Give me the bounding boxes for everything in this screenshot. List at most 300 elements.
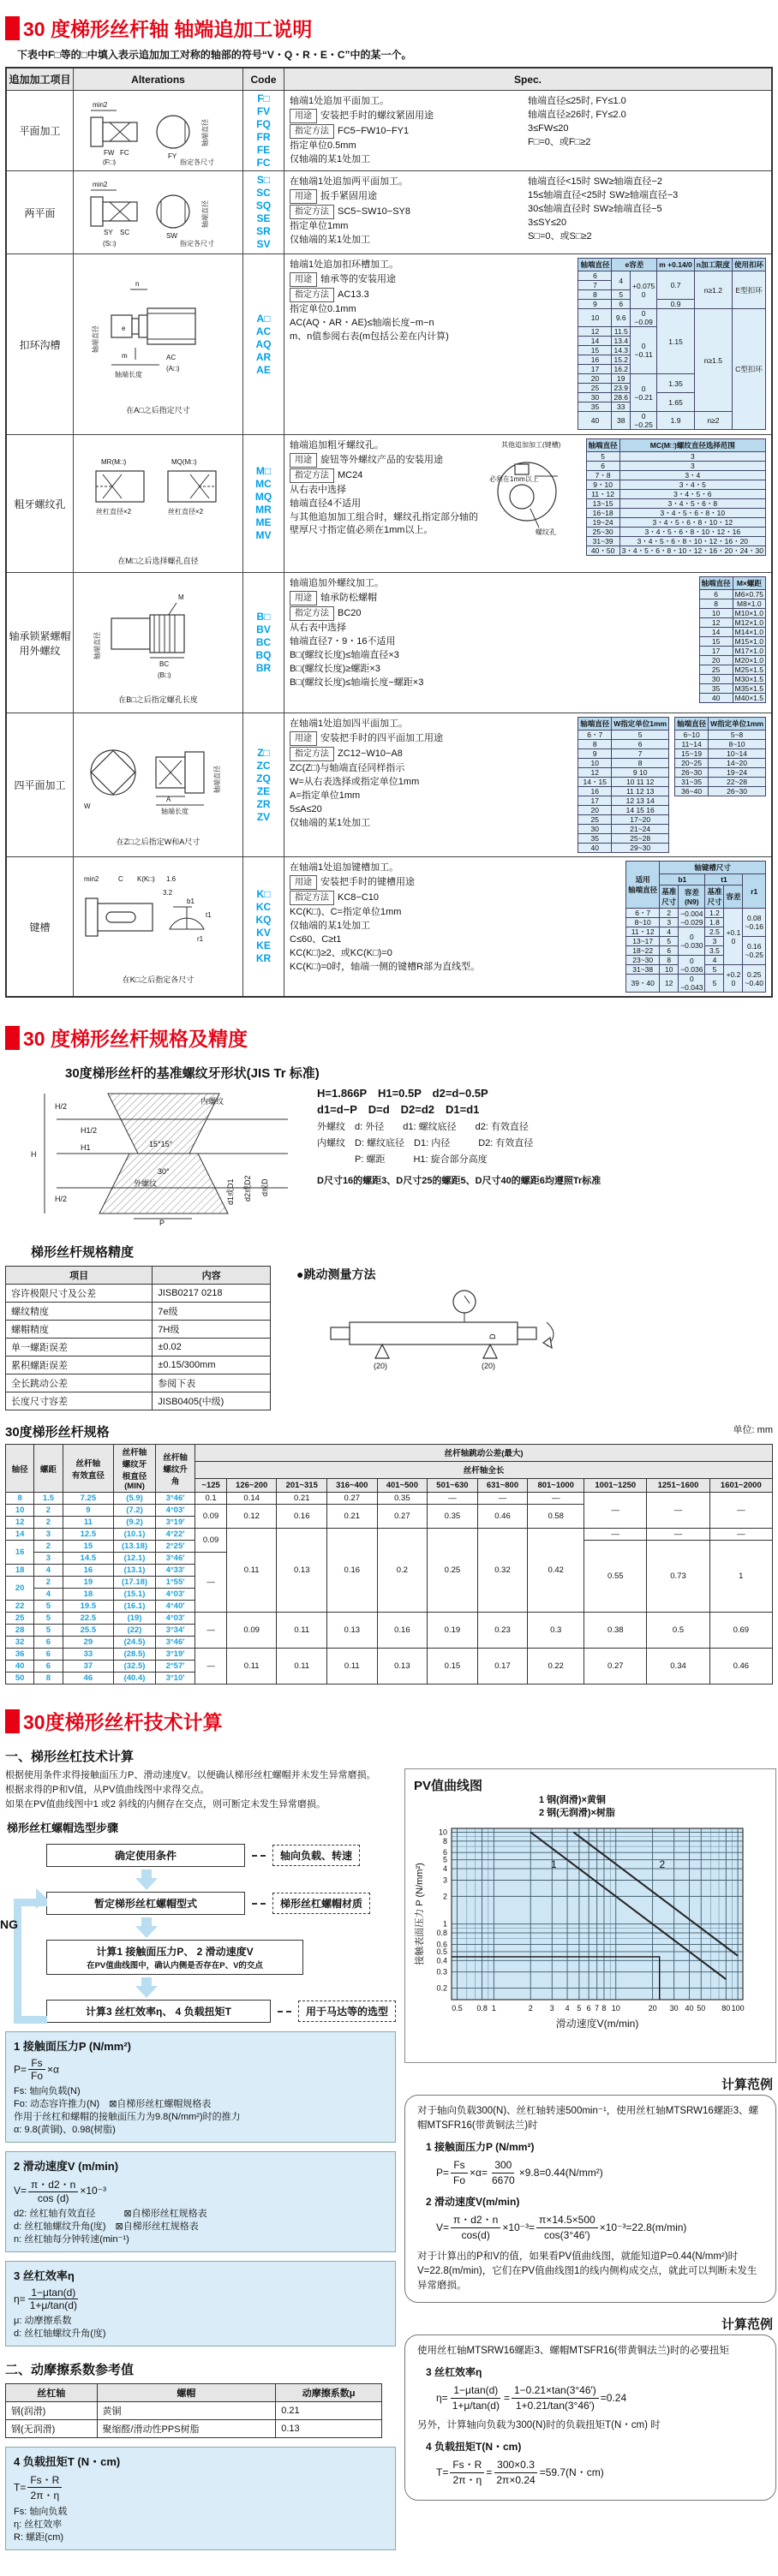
- table-cell: 0.11: [277, 1613, 327, 1649]
- table-cell: 33: [63, 1649, 114, 1661]
- svg-text:P: P: [159, 1219, 165, 1227]
- table-cell: 2: [34, 1541, 63, 1553]
- table-cell: 15: [578, 346, 612, 355]
- table-row: [578, 778, 669, 787]
- spec-line: 指定方法 KC8−C10: [290, 891, 620, 905]
- list-item: AE: [256, 363, 271, 376]
- table-cell: 0.13: [277, 1529, 327, 1613]
- fraction: $\frac{1-\mu\tan(d)}{1+\mu/\tan(d)}$: [29, 2287, 77, 2311]
- list-item: 如果在PV值曲线图中1 或2 斜线的内侧存在交点，则可断定未发生异常磨损。: [5, 1799, 326, 1810]
- table-row: [6, 1493, 773, 1505]
- table-cell: —: [528, 1493, 584, 1505]
- table-cell: —: [709, 1529, 772, 1541]
- col-header-alterations: Alterations: [74, 69, 243, 90]
- row-flat-machining: [7, 91, 771, 171]
- svg-text:3.2: 3.2: [162, 888, 172, 897]
- table-row: [578, 749, 669, 759]
- example2-f4-title: 4 负载扭矩T(N・cm): [426, 2441, 522, 2453]
- table-cell: 0.09: [226, 1613, 277, 1649]
- svg-text:t1: t1: [205, 910, 212, 919]
- list-item: BQ: [255, 649, 272, 661]
- table-cell: 14: [578, 337, 612, 346]
- table-cell: 丝杆轴 螺纹牙 根直径 (MIN): [114, 1445, 156, 1493]
- table-row: [578, 834, 669, 844]
- table-row: [6, 1529, 773, 1541]
- ring-groove-diagram: [74, 254, 243, 434]
- table-cell: JISB0405(中级): [153, 1392, 271, 1410]
- thread-shape-label: 30度梯形丝杆的基准螺纹牙形状(JIS Tr 标准): [65, 1066, 320, 1081]
- table-row: [699, 609, 765, 618]
- table-cell: 0.34: [647, 1649, 709, 1685]
- table-cell: 11: [63, 1517, 114, 1529]
- table-row: [699, 590, 765, 599]
- two-flats-diagram-svg: [77, 176, 240, 248]
- svg-text:丝杠直径×2: 丝杠直径×2: [167, 507, 203, 516]
- formula-box-3-title: 3 丝杠效率η: [14, 2269, 75, 2282]
- table-cell: 0.27: [584, 1649, 647, 1685]
- table-cell: 801~1000: [528, 1478, 584, 1492]
- table-cell: 35: [578, 402, 612, 412]
- table-cell: 动摩擦系数μ: [276, 2384, 382, 2402]
- example1-intro: 对于轴向负载300(N)、丝杠轴转速500min⁻¹，使用丝杠轴MTSRW16螺距3、螺帽MTSFR16(带黄铜法兰)时: [417, 2106, 759, 2131]
- svg-text:min2: min2: [92, 100, 107, 109]
- table-cell: 0.11: [226, 1649, 277, 1685]
- example2-mid: 另外，计算轴向负载为300(N)时的负载扭矩T(N・cm) 时: [417, 2420, 661, 2430]
- table-cell: 4°03′: [155, 1589, 194, 1601]
- table-cell: 4°40′: [155, 1601, 194, 1613]
- table-cell: 401~500: [377, 1478, 428, 1492]
- table-cell: 40: [578, 844, 612, 853]
- table-row: [586, 537, 765, 546]
- svg-text:1: 1: [442, 1919, 447, 1929]
- table-cell: ±0.02: [153, 1339, 271, 1357]
- table-row: [578, 844, 669, 853]
- table-cell: 25: [578, 384, 612, 393]
- svg-text:(20): (20): [482, 1362, 496, 1370]
- table-cell: 0.46: [709, 1649, 772, 1685]
- table-cell: 14: [699, 628, 733, 637]
- table-cell: 36~40: [675, 787, 709, 796]
- table-row: [578, 759, 669, 768]
- table-cell: 0.16 ~0.25: [743, 937, 766, 965]
- table-cell: 15.2: [612, 355, 631, 365]
- table-row: [699, 618, 765, 628]
- table-row: [699, 675, 765, 684]
- fraction: $\frac{Fs}{Fo}$: [451, 2158, 468, 2188]
- table-cell: W指定单位1mm: [612, 718, 669, 730]
- svg-text:AC: AC: [165, 353, 176, 361]
- table-cell: 9: [578, 300, 612, 309]
- table-cell: 6~10: [675, 730, 709, 740]
- fraction: $\frac{Fs・R}{2\pi・\eta}$: [27, 2472, 62, 2502]
- spec-line: KC(K□)=0时，轴端一侧的键槽R部为直线型。: [290, 962, 481, 972]
- svg-text:轴端直径: 轴端直径: [91, 325, 99, 353]
- table-cell: M15×1.0: [733, 637, 765, 647]
- table-cell: 7・8: [586, 471, 619, 480]
- svg-text:丝杠直径×2: 丝杠直径×2: [95, 507, 131, 516]
- example2-f4: [436, 2458, 763, 2488]
- table-cell: 12: [6, 1517, 34, 1529]
- dash-connector: [252, 1903, 266, 1905]
- spec-line: 从右表中选择: [290, 485, 346, 495]
- formula-text: P=: [436, 2167, 450, 2179]
- svg-text:H1/2: H1/2: [81, 1126, 98, 1135]
- svg-text:1.6: 1.6: [165, 874, 176, 883]
- table-cell: M14×1.0: [733, 628, 765, 637]
- formula-box-3: [5, 2261, 396, 2346]
- svg-text:100: 100: [731, 2004, 745, 2012]
- table-row: [578, 309, 766, 327]
- list-item: 根据求得的P和V值，从PV值曲线图中求得交点。: [5, 1785, 210, 1795]
- spec-lines: [290, 717, 572, 853]
- svg-text:3: 3: [549, 2004, 554, 2012]
- fraction: $\frac{1-\mu\tan(d)}{1+\mu/\tan(d)}$: [452, 2384, 500, 2412]
- ring-groove-table: [578, 258, 766, 430]
- spec-badge: 指定方法: [290, 124, 334, 139]
- table-cell: 0.15: [428, 1649, 478, 1685]
- table-row: [586, 471, 765, 480]
- table-cell: 0.35: [428, 1505, 478, 1529]
- formula-text: ×10⁻³: [80, 2185, 107, 2197]
- code-list: [243, 713, 284, 856]
- table-cell: 钢(无润滑): [6, 2420, 98, 2438]
- spec-cell: [284, 435, 771, 572]
- list-item: FR: [256, 130, 271, 143]
- table-cell: 7.25: [63, 1493, 114, 1505]
- table-cell: 4: [660, 927, 679, 937]
- spec-line: 用途 安装把手时的键槽用途: [290, 875, 620, 890]
- table-cell: −0.004 −0.029: [679, 909, 705, 927]
- table-cell: 3・4・5・6・8・10・12・16・20: [619, 537, 765, 546]
- diagram-caption: 在Z□之后指定W和A尺寸: [116, 838, 200, 846]
- pv-chart-title: PV值曲线图: [414, 1779, 483, 1793]
- table-cell: 1°55′: [155, 1577, 194, 1589]
- table-cell: 16: [6, 1541, 34, 1565]
- selection-flowchart: [0, 1844, 396, 2023]
- table-row: [6, 2384, 382, 2402]
- table-row: [6, 1445, 773, 1462]
- list-item: M□: [255, 465, 272, 477]
- section2-title: 30 度梯形丝杆规格及精度: [5, 1023, 773, 1052]
- table-cell: 0.22: [528, 1649, 584, 1685]
- table-cell: —: [647, 1529, 709, 1541]
- spec-line: KC(K□)≥2、或KC(K□)=0: [290, 948, 392, 958]
- list-item: ZC: [256, 759, 271, 772]
- table-row: [586, 480, 765, 490]
- table-cell: 3・4: [619, 471, 765, 480]
- table-cell: ~125: [195, 1478, 227, 1492]
- table-cell: +0.2 0: [724, 965, 743, 993]
- thread-def2: 内螺纹 D: 螺纹底径 D1: 内径 D2: 有效直径: [317, 1138, 534, 1148]
- four-flats-table-a: [578, 717, 669, 853]
- table-cell: 0.16: [277, 1505, 327, 1529]
- table-cell: 2: [34, 1505, 63, 1517]
- list-item: SE: [256, 212, 271, 224]
- list-item: AR: [255, 350, 272, 363]
- svg-text:10: 10: [611, 2004, 620, 2012]
- table-cell: 0.3: [528, 1613, 584, 1649]
- spec-table-label: [5, 1422, 773, 1440]
- table-cell: 33: [612, 402, 631, 412]
- spec-lines: [290, 576, 694, 709]
- dash-connector: [252, 1855, 266, 1857]
- pv-chart: [410, 1820, 770, 2058]
- svg-text:(S□): (S□): [102, 240, 116, 247]
- svg-text:FY: FY: [167, 152, 177, 160]
- table-cell: 3: [660, 918, 679, 927]
- table-cell: 5: [34, 1625, 63, 1637]
- formula-4-defs: [14, 2506, 387, 2544]
- code-list: [243, 857, 284, 996]
- spec-cell: [284, 91, 771, 170]
- table-cell: 30: [578, 825, 612, 834]
- table-cell: 轴端直径: [699, 577, 733, 590]
- table-cell: (32.5): [114, 1661, 156, 1673]
- example-box-2: [404, 2334, 776, 2501]
- svg-text:r1: r1: [196, 934, 203, 943]
- table-row: [586, 528, 765, 537]
- table-cell: 316~400: [327, 1478, 378, 1492]
- table-row: [578, 718, 669, 730]
- table-cell: 16: [578, 787, 612, 796]
- table-cell: 3°46′: [155, 1637, 194, 1649]
- table-cell: 11~14: [675, 740, 709, 749]
- table-cell: 聚缩醛/滑动性PPS树脂: [97, 2420, 276, 2438]
- table-cell: 14・15: [578, 778, 612, 787]
- table-cell: 14.5: [63, 1553, 114, 1565]
- table-cell: 1.15: [657, 309, 695, 374]
- table-cell: M×螺距: [733, 577, 765, 590]
- list-item: S□=0、或S□≥2: [528, 231, 592, 242]
- thread-hole-diagram-svg: [77, 442, 240, 553]
- table-cell: M20×1.0: [733, 656, 765, 665]
- table-cell: 4°33′: [155, 1565, 194, 1577]
- table-row: [699, 577, 765, 590]
- table-cell: M12×1.0: [733, 618, 765, 628]
- table-cell: 9 10: [612, 768, 669, 778]
- table-cell: 0 −0.09: [631, 309, 657, 327]
- table-cell: 25: [578, 815, 612, 825]
- table-cell: M8×1.0: [733, 599, 765, 609]
- table-cell: 40: [699, 694, 733, 703]
- table-cell: 螺帽精度: [6, 1321, 153, 1339]
- table-row: [699, 656, 765, 665]
- spec-badge: 指定方法: [290, 288, 334, 302]
- table-row: [6, 1267, 271, 1285]
- spec-line: 指定方法 BC20: [290, 606, 694, 621]
- table-cell: 1.35: [657, 374, 695, 393]
- spec-line: m、n值参阅右表(m包括公差在内计算): [290, 331, 449, 342]
- spec-line: 用途 安装把手时的四平面加工用途: [290, 731, 572, 746]
- spec-badge: 指定方法: [290, 606, 334, 621]
- svg-text:SW: SW: [165, 232, 177, 240]
- table-cell: —: [647, 1493, 709, 1529]
- svg-text:4: 4: [442, 1864, 447, 1874]
- section3-title: 30度梯形丝杆技术计算: [5, 1707, 773, 1735]
- precision-label: 梯形丝杆规格精度: [31, 1245, 135, 1260]
- table-row: [6, 1613, 773, 1625]
- flow-step-3-line2: 在PV值曲线图中，确认内侧是否存在P、V的交点: [87, 1961, 263, 1971]
- table-row: [578, 796, 669, 806]
- list-item: MC: [255, 478, 272, 490]
- table-cell: 4°03′: [155, 1505, 194, 1517]
- table-cell: 0.38: [584, 1613, 647, 1649]
- formula-text: η=: [436, 2392, 448, 2404]
- pv-chart-box: [404, 1768, 776, 2063]
- table-cell: 参阅下表: [153, 1374, 271, 1392]
- svg-text:80: 80: [721, 2004, 731, 2012]
- svg-text:D: D: [488, 1333, 497, 1339]
- table-cell: 631~800: [477, 1478, 528, 1492]
- code-list: [243, 171, 284, 253]
- table-cell: 13~15: [586, 499, 619, 509]
- svg-text:W: W: [83, 802, 91, 810]
- table-cell: 5: [705, 965, 724, 975]
- list-item: 轴端直径≤25时, FY≤1.0: [528, 96, 626, 106]
- list-item: SV: [256, 238, 271, 250]
- fraction: $\frac{\pi・d2・n}{\cos(d)}$: [451, 2213, 500, 2243]
- list-item: KV: [256, 927, 271, 939]
- table-row: [675, 749, 766, 759]
- spec-line: A=指定单位1mm: [290, 790, 361, 801]
- spec-line: KC(K□)、C=指定单位1mm: [290, 907, 402, 917]
- list-item: d: 丝杠轴螺纹升角(度): [14, 2329, 106, 2339]
- spec-line: ZC(Z□)与轴端直径同样指示: [290, 763, 405, 773]
- table-cell: 0.13: [377, 1649, 428, 1685]
- pv-chart-legend: [539, 1794, 770, 1820]
- spec-line: 5≤A≤20: [290, 804, 322, 814]
- table-cell: M10×1.0: [733, 609, 765, 618]
- svg-text:5: 5: [442, 1855, 447, 1864]
- spec-badge: 指定方法: [290, 747, 334, 761]
- table-cell: 0.5: [647, 1613, 709, 1649]
- table-cell: 5: [705, 975, 724, 993]
- table-cell: 10 11 12: [612, 778, 669, 787]
- table-cell: (10.1): [114, 1529, 156, 1541]
- table-cell: 1: [709, 1541, 772, 1613]
- list-item: 作用于丝杠和螺帽的接触面压力为9.8(N/mm²)时的推力: [14, 2112, 241, 2122]
- svg-text:d或D: d或D: [260, 1178, 269, 1196]
- table-cell: 40: [578, 412, 612, 430]
- svg-text:(F□): (F□): [102, 158, 116, 165]
- table-cell: 35: [578, 834, 612, 844]
- unit-label: 单位: mm: [733, 1425, 773, 1435]
- list-item: B□: [256, 611, 271, 623]
- list-item: S□: [256, 174, 271, 186]
- table-row: [699, 628, 765, 637]
- spec-line: 在轴端1处追加两平面加工。: [290, 176, 409, 187]
- diagram-caption: 在M□之后选择螺孔直径: [117, 556, 199, 565]
- spec-conditions: [528, 94, 626, 149]
- spec-line: 轴端追加外螺纹加工。: [290, 578, 384, 588]
- list-item: SC: [256, 187, 271, 199]
- spec-badge: 用途: [290, 875, 317, 890]
- table-cell: 3: [619, 452, 765, 462]
- formula-text: ×α: [47, 2063, 59, 2076]
- table-cell: 6: [699, 590, 733, 599]
- table-row: [586, 518, 765, 528]
- table-cell: 8: [6, 1493, 34, 1505]
- list-item: ZV: [256, 810, 271, 823]
- table-cell: 16: [578, 355, 612, 365]
- list-item: 轴端直径≥26时, FY≤2.0: [528, 110, 626, 120]
- list-item: SR: [256, 225, 271, 237]
- table-cell: 4: [34, 1589, 63, 1601]
- spec-line: 用途 旋钮等外螺纹产品的安装用途: [290, 453, 480, 468]
- table-cell: 13.4: [612, 337, 631, 346]
- table-cell: 23~30: [626, 956, 660, 965]
- table-row: [699, 665, 765, 675]
- example2-label: 计算范例: [721, 2317, 773, 2332]
- table-row: [586, 546, 765, 556]
- table-cell: 30: [578, 393, 612, 402]
- lead-screw-spec-table: [5, 1444, 773, 1685]
- svg-text:0.5: 0.5: [452, 2004, 463, 2012]
- spec-line: 仅轴端的某1处加工: [290, 154, 371, 164]
- formula-1-defs: [14, 2085, 387, 2137]
- list-item: FV: [256, 104, 271, 117]
- svg-text:2: 2: [528, 2004, 533, 2012]
- example1-f1-title: 1 接触面压力P (N/mm²): [426, 2141, 535, 2153]
- svg-text:b1: b1: [186, 897, 194, 905]
- table-cell: 0.55: [584, 1541, 647, 1613]
- spec-badge: 用途: [290, 591, 317, 605]
- formula-4: [14, 2472, 387, 2502]
- table-cell: 16.2: [612, 365, 631, 374]
- spec-line: 用途 轴承等的安装用途: [290, 272, 572, 287]
- table-cell: 0.2: [377, 1529, 428, 1613]
- svg-text:8: 8: [442, 1836, 447, 1846]
- list-item: Fo: 动态容许推力(N) ⊠自梯形丝杠螺帽规格表: [14, 2099, 212, 2109]
- ng-loop-arrow: [14, 1899, 47, 2024]
- table-cell: 10: [578, 759, 612, 768]
- table-cell: 17: [578, 796, 612, 806]
- spec-line: 仅轴端的某1处加工: [290, 921, 371, 931]
- table-cell: 501~630: [428, 1478, 478, 1492]
- code-list: [243, 435, 284, 572]
- svg-text:外螺纹: 外螺纹: [134, 1179, 158, 1188]
- table-cell: (13.1): [114, 1565, 156, 1577]
- spec-badge: 用途: [290, 109, 317, 123]
- spec-badge: 用途: [290, 453, 317, 468]
- table-cell: 14 15 16: [612, 806, 669, 815]
- table-cell: 0.11: [327, 1649, 378, 1685]
- formula-text: ×α=: [470, 2167, 488, 2179]
- list-item: Z□: [257, 746, 270, 759]
- spec-cell: [284, 857, 771, 996]
- spec-lines: [290, 175, 523, 250]
- table-cell: 丝杆轴跳动公差(最大): [195, 1445, 773, 1462]
- table-cell: 20~25: [675, 759, 709, 768]
- table-cell: 0 −0.030: [679, 927, 705, 956]
- svg-text:e: e: [121, 324, 125, 332]
- spec-lines: [290, 438, 480, 569]
- runout-method-label: ●跳动测量方法: [296, 1267, 376, 1281]
- table-row: [675, 730, 766, 740]
- fraction: $\frac{\pi・d2・n}{\cos (d)}$: [28, 2177, 78, 2204]
- table-cell: 0.25: [428, 1529, 478, 1613]
- table-row: [699, 684, 765, 694]
- svg-text:C: C: [117, 874, 123, 883]
- row-item-label: 轴承锁紧螺帽用外螺纹: [7, 573, 74, 713]
- table-cell: 11.5: [612, 327, 631, 337]
- table-cell: 13~17: [626, 937, 660, 946]
- table-cell: 5: [612, 290, 631, 300]
- spec-badge: 用途: [290, 189, 317, 204]
- list-item: R: 螺距(cm): [14, 2532, 64, 2543]
- table-cell: ±0.15/300mm: [153, 1357, 271, 1374]
- table-cell: 25~28: [612, 834, 669, 844]
